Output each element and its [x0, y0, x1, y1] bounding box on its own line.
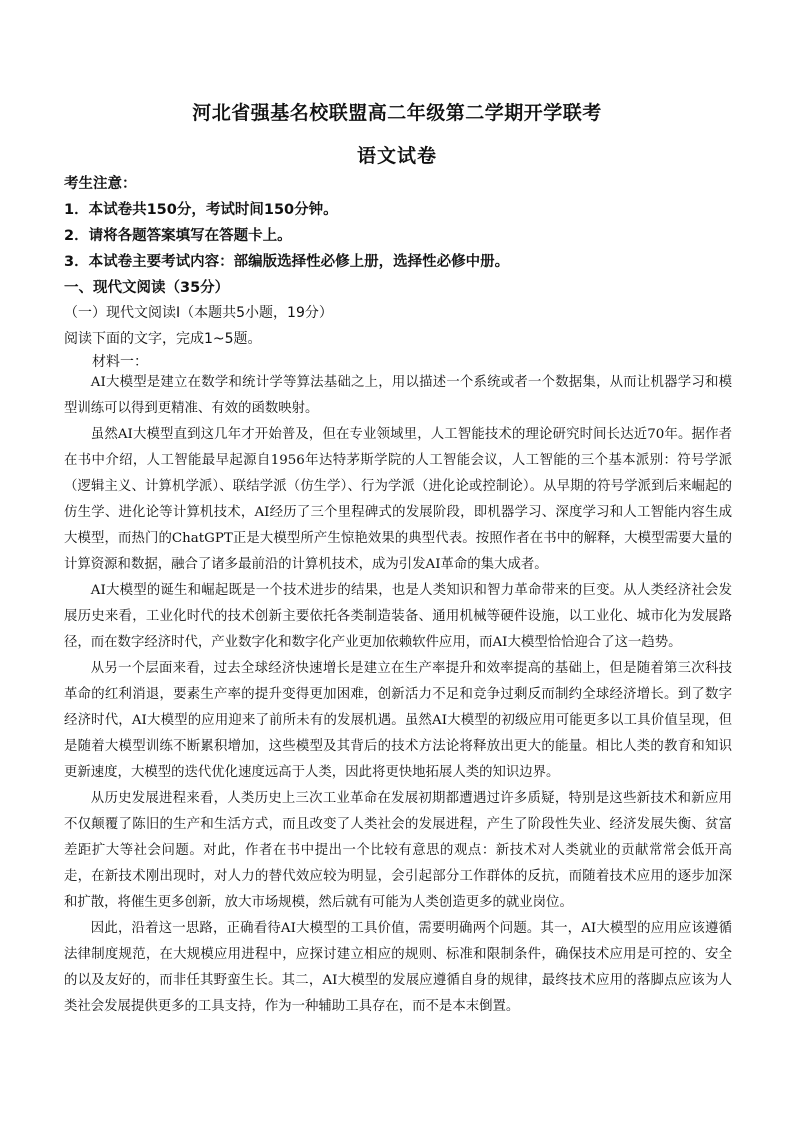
passage-paragraph-6: 因此，沿着这一思路，正确看待AI大模型的工具价值，需要明确两个问题。其一，AI大模型的应用应该遵循法律制度规范，在大规模应用进程中，应探讨建立相应的规则、标准和限制条件，确保技术应用是可控的、安全的以及友好的，而非任其野蛮生长。其二，AI大模型的发展应遵循自身的规律，最终技术应用的落脚点应该为人类社会发展提供更多的工具支持，作为一种辅助工具存在，而不是本末倒置。 [64, 921, 732, 1014]
material-label: 材料一： [92, 354, 148, 370]
passage-paragraph-5: 从历史发展进程来看，人类历史上三次工业革命在发展初期都遭遇过许多质疑，特别是这些新技术和新应用不仅颠覆了陈旧的生产和生活方式，而且改变了人类社会的发展进程，产生了阶段性失业、经济发展失衡、贫富差距扩大等社会问题。对此，作者在书中提出一个比较有意思的观点：新技术对人类就业的贡献常常会低开高走，在新技术刚出现时，对人力的替代效应较为明显，会引起部分工作群体的反抗，而随着技术应用的逐步加深和扩散，将催生更多创新，放大市场规模，然后就有可能为人类创造更多的就业岗位。 [64, 791, 732, 910]
exam-title: 河北省强基名校联盟高二年级第二学期开学联考 [192, 102, 602, 124]
exam-subject: 语文试卷 [356, 145, 437, 167]
passage-paragraph-1: AI大模型是建立在数学和统计学等算法基础之上，用以描述一个系统或者一个数据集，从而让机器学习和模型训练可以得到更精准、有效的函数映射。 [64, 375, 732, 416]
section-heading: 一、现代文阅读（35分） [64, 280, 230, 296]
notice-item-2: 2．请将各题答案填写在答题卡上。 [64, 228, 292, 244]
passage-paragraph-2: 虽然AI大模型直到这几年才开始普及，但在专业领域里，人工智能技术的理论研究时间长达近70年。据作者在书中介绍，人工智能最早起源自1956年达特茅斯学院的人工智能会议，人工智能的三个基本派别：符号学派（逻辑主义、计算机学派）、联结学派（仿生学）、行为学派（进化论或控制论）。从早期的符号学派到后来崛起的仿生学、进化论等计算机技术，AI经历了三个里程碑式的发展阶段，即机器学习、深度学习和人工智能内容生成大模型，而热门的ChatGPT正是大模型所产生惊艳效果的典型代表。按照作者在书中的解释，大模型需要大量的计算资源和数据，融合了诸多最前沿的计算机技术，成为引发AI革命的集大成者。 [64, 427, 732, 572]
notice-heading: 考生注意： [64, 176, 137, 192]
passage-paragraph-4: 从另一个层面来看，过去全球经济快速增长是建立在生产率提升和效率提高的基础上，但是随着第三次科技革命的红利消退，要素生产率的提升变得更加困难，创新活力不足和竞争过剩反而制约全球经济增长。到了数字经济时代，AI大模型的应用迎来了前所未有的发展机遇。虽然AI大模型的初级应用可能更多以工具价值呈现，但是随着大模型训练不断累积增加，这些模型及其背后的技术方法论将释放出更大的能量。相比人类的教育和知识更新速度，大模型的迭代优化速度远高于人类，因此将更快地拓展人类的知识边界。 [64, 661, 732, 780]
reading-instruction: 阅读下面的文字，完成1~5题。 [64, 331, 262, 347]
notice-item-3: 3．本试卷主要考试内容：部编版选择性必修上册，选择性必修中册。 [64, 254, 510, 270]
reading-passage [64, 370, 732, 1020]
passage-paragraph-3: AI大模型的诞生和崛起既是一个技术进步的结果，也是人类知识和智力革命带来的巨变。从人类经济社会发展历史来看，工业化时代的技术创新主要依托各类制造装备、通用机械等硬件设施，以工业化、城市化为发展路径，而在数字经济时代，产业数字化和数字化产业更加依赖软件应用，而AI大模型恰恰迎合了这一趋势。 [64, 583, 732, 650]
notice-item-1: 1．本试卷共150分，考试时间150分钟。 [64, 202, 338, 218]
subsection-heading: （一）现代文阅读Ⅰ（本题共5小题，19分） [64, 305, 333, 321]
